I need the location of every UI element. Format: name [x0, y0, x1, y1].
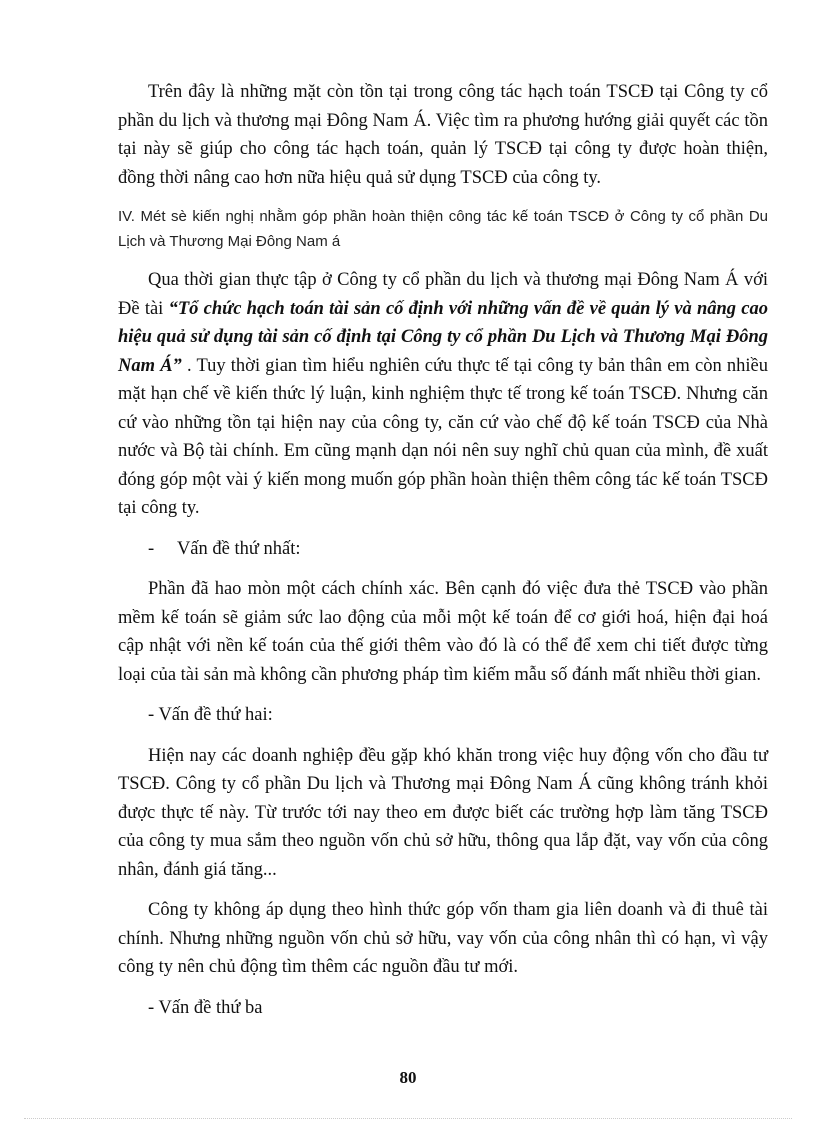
paragraph-summary: Trên đây là những mặt còn tồn tại trong công tác hạch toán TSCĐ tại Công ty cổ phần du lịch và thương mại Đông Nam Á. Việc tìm ra phương hướng giải quyết các tồn tại này sẽ giúp cho công tác hạch toán, quản lý TSCĐ tại công ty được hoàn thiện, đồng thời nâng cao hơn nữa hiệu quả sử dụng TSCĐ của công ty.: [118, 82, 768, 188]
issue-two-label: - Vấn đề thứ hai:: [148, 705, 273, 725]
intro-continuation: . Tuy thời gian tìm hiểu nghiên cứu thực tế tại công ty bản thân em còn nhiều mặt hạn chế về kiến thức lý luận, kinh nghiệm thực tế trong kế toán TSCĐ. Nhưng căn cứ vào những tồn tại hiện nay của công ty, căn cứ vào chế độ kế toán TSCĐ của Nhà nước và Bộ tài chính. Em cũng mạnh dạn nói nên suy nghĩ chủ quan của mình, đề xuất đóng góp một vài ý kiến mong muốn góp phần hoàn thiện thêm công tác kế toán TSCĐ tại công ty.: [118, 355, 768, 518]
page-bottom-divider: [24, 1118, 792, 1119]
page-number: 80: [399, 1068, 417, 1087]
paragraph-internship-intro: [118, 266, 768, 523]
paragraph-issue-one: Phần đã hao mòn một cách chính xác. Bên cạnh đó việc đưa thẻ TSCĐ vào phần mềm kế toán sẽ giảm sức lao động của mỗi một kế toán để cơ giới hoá, hiện đại hoá cập nhật với nền kế toán của thế giới thêm vào đó là có thể để xem chi tiết được từng loại của tài sản mà không cần phương pháp tìm kiếm mẫu số đánh mất nhiều thời gian.: [118, 579, 768, 685]
section-heading-iv: IV. Mét sè kiến nghị nhằm góp phần hoàn thiện công tác kế toán TSCĐ ở Công ty cổ phần Du Lịch và Thương Mại Đông Nam á: [118, 208, 768, 250]
intro-text: Qua thời gian thực tập ở Công ty cổ phần du lịch và thương mại Đông Nam Á với Đề tài: [118, 270, 768, 319]
thesis-topic-title: “Tổ chức hạch toán tài sản cố định với những vấn đề về quản lý và nâng cao hiệu quả sử dụng tài sản cố định tại Công ty cổ phần Du Lịch và Thương Mại Đông Nam Á”: [118, 298, 768, 376]
issue-three-label: - Vấn đề thứ ba: [148, 997, 263, 1018]
paragraph-issue-two-b: Công ty không áp dụng theo hình thức góp vốn tham gia liên doanh và đi thuê tài chính. Nhưng những nguồn vốn chủ sở hữu, vay vốn của công nhân thì có hạn, vì vậy công ty nên chủ động tìm thêm các nguồn đầu tư mới.: [118, 900, 768, 977]
page-body: [118, 78, 768, 1034]
paragraph-issue-two-a: Hiện nay các doanh nghiệp đều gặp khó khăn trong việc huy động vốn cho đầu tư TSCĐ. Công ty cổ phần Du lịch và Thương mại Đông Nam Á cũng không tránh khỏi được thực tế này. Từ trước tới nay theo em được biết các trường hợp làm tăng TSCĐ của công ty mua sắm theo nguồn vốn chủ sở hữu, thông qua lắp đặt, vay vốn của công nhân, đánh giá tăng...: [118, 745, 768, 880]
issue-one-label: - Vấn đề thứ nhất:: [148, 538, 301, 559]
